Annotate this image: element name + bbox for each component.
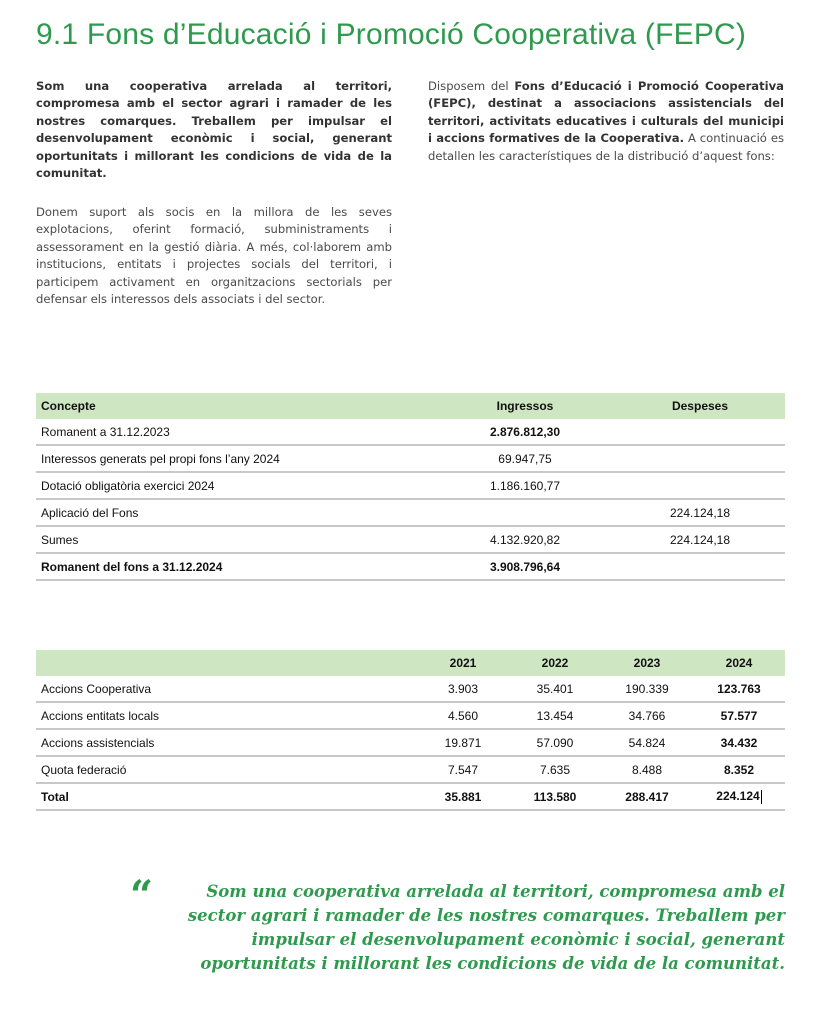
cell-expense: [615, 472, 785, 499]
cell-concept: Aplicació del Fons: [36, 499, 435, 526]
cell-income: 4.132.920,82: [435, 526, 615, 553]
fund-description: [428, 78, 784, 165]
cell-action: Accions Cooperativa: [36, 676, 417, 702]
quote-text: Som una cooperativa arrelada al territori, compromesa amb el sector agrari i ramader de les nostres comarques. Treballem per impulsar el desenvolupament econòmic i social, generant oportunitats i millorant les condicions de vida de la comunitat.: [187, 882, 785, 973]
cell-value: 123.763: [693, 676, 785, 702]
header-2024: 2024: [693, 650, 785, 676]
table-header-row: [36, 393, 785, 419]
cell-action: Accions entitats locals: [36, 702, 417, 729]
cell-action: Total: [36, 783, 417, 810]
table-row: [36, 756, 785, 783]
table-row-final-balance: [36, 553, 785, 580]
cell-value-last: [693, 783, 785, 810]
cell-expense: [615, 445, 785, 472]
table-row: [36, 472, 785, 499]
cell-value: 3.903: [417, 676, 509, 702]
cell-value: 7.635: [509, 756, 601, 783]
cell-value: 190.339: [601, 676, 693, 702]
quote-mark-icon: “: [130, 872, 154, 919]
intro-paragraph-1: Som una cooperativa arrelada al territori, compromesa amb el sector agrari i ramader de les nostres comarques. Treballem per impulsar el desenvolupament econòmic i social, generant oportunitats i millorant les condicions de vida de la comunitat.: [36, 79, 392, 181]
table-row: [36, 499, 785, 526]
fund-description-bold: Fons d’Educació i Promoció Cooperativa (FEPC), destinat a associacions assistencials del territori, activitats educatives i culturals del municipi i accions formatives de la Cooperativa.: [428, 79, 785, 146]
cell-expense: 224.124,18: [615, 526, 785, 553]
cell-income: [435, 499, 615, 526]
cell-value: 7.547: [417, 756, 509, 783]
table-row: [36, 445, 785, 472]
cell-value: 288.417: [601, 783, 693, 810]
cell-income: 1.186.160,77: [435, 472, 615, 499]
table-row: [36, 526, 785, 553]
table-row-total: [36, 783, 785, 810]
cell-value: 113.580: [509, 783, 601, 810]
header-2023: 2023: [601, 650, 693, 676]
table-row: [36, 676, 785, 702]
cell-concept: Dotació obligatòria exercici 2024: [36, 472, 435, 499]
cell-value: 35.401: [509, 676, 601, 702]
cell-expense: [615, 553, 785, 580]
cell-expense: 224.124,18: [615, 499, 785, 526]
table-row: [36, 729, 785, 756]
header-2022: 2022: [509, 650, 601, 676]
cell-concept: Romanent a 31.12.2023: [36, 419, 435, 445]
cell-value: 35.881: [417, 783, 509, 810]
header-concepte: Concepte: [36, 393, 435, 419]
cell-action: Accions assistencials: [36, 729, 417, 756]
table-row: [36, 419, 785, 445]
cell-concept: Interessos generats pel propi fons l’any 2024: [36, 445, 435, 472]
cell-value: 4.560: [417, 702, 509, 729]
intro-paragraph-2: Donem suport als socis en la millora de les seves explotacions, oferint formació, subministraments i assessorament en la gestió diària. A més, col·laborem amb institucions, entitats i projectes socials del territori, i participem activament en organitzacions sectorials per defensar els interessos dels associats i del sector.: [36, 205, 392, 307]
cell-expense: [615, 419, 785, 445]
cell-value: 57.090: [509, 729, 601, 756]
cell-income: 2.876.812,30: [435, 419, 615, 445]
fund-description-lead: Disposem del: [428, 79, 509, 93]
cell-value: 57.577: [693, 702, 785, 729]
cell-value: 34.432: [693, 729, 785, 756]
header-ingressos: Ingressos: [435, 393, 615, 419]
header-2021: 2021: [417, 650, 509, 676]
cell-value: 19.871: [417, 729, 509, 756]
cell-value: 13.454: [509, 702, 601, 729]
text-cursor: [761, 790, 762, 804]
pull-quote: [130, 872, 785, 976]
fund-description-tail: A continuació es detallen les característiques de la distribució d’aquest fons:: [428, 131, 784, 163]
table-row: [36, 702, 785, 729]
page-title: 9.1 Fons d’Educació i Promoció Cooperativa (FEPC): [36, 18, 747, 51]
fund-balance-table: [36, 393, 785, 581]
fund-distribution-table: [36, 650, 785, 811]
cell-value-text: 224.124: [716, 789, 760, 804]
cell-concept: Romanent del fons a 31.12.2024: [36, 553, 435, 580]
cell-action: Quota federació: [36, 756, 417, 783]
cell-value: 54.824: [601, 729, 693, 756]
cell-income: 3.908.796,64: [435, 553, 615, 580]
cell-value: 8.352: [693, 756, 785, 783]
cell-concept: Sumes: [36, 526, 435, 553]
cell-value: 34.766: [601, 702, 693, 729]
header-despeses: Despeses: [615, 393, 785, 419]
cell-income: 69.947,75: [435, 445, 615, 472]
cell-value: 8.488: [601, 756, 693, 783]
header-blank: [36, 650, 417, 676]
table-header-row: [36, 650, 785, 676]
